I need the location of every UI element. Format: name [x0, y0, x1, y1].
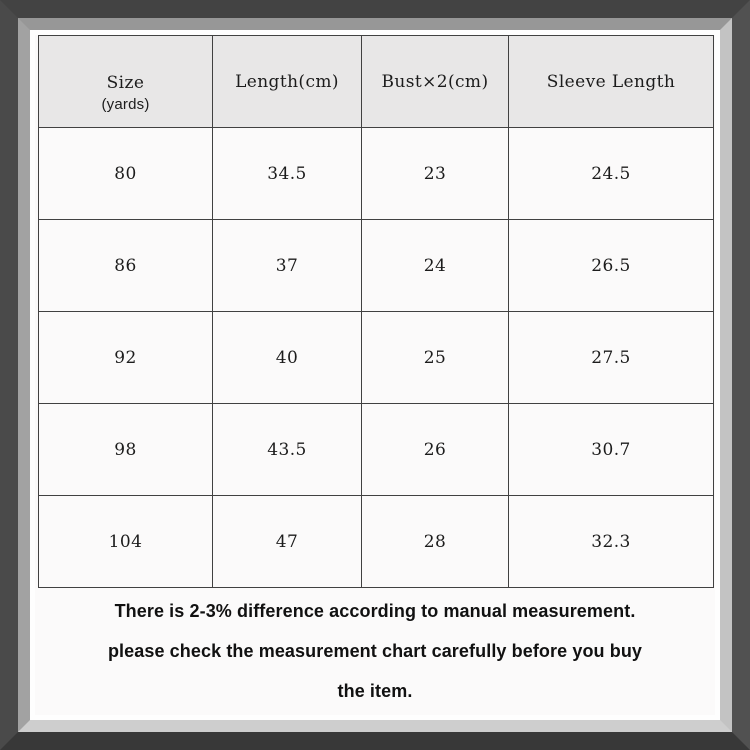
column-header-size-line2: (yards) [101, 95, 150, 113]
picture-frame-band [18, 18, 732, 732]
cell-size: 104 [39, 496, 213, 588]
cell-sleeve: 32.3 [509, 496, 714, 588]
table-row-size-80 [39, 128, 714, 220]
cell-size: 80 [39, 128, 213, 220]
size-table-header [39, 36, 714, 128]
column-header-size [39, 36, 213, 128]
cell-sleeve: 24.5 [509, 128, 714, 220]
cell-sleeve: 26.5 [509, 220, 714, 312]
disclaimer-line-1: There is 2-3% difference according to manual measurement. [114, 601, 636, 621]
cell-length: 47 [213, 496, 362, 588]
cell-length: 43.5 [213, 404, 362, 496]
sheet [30, 30, 720, 720]
header-row [39, 36, 714, 128]
column-header-bust: Bust×2(cm) [362, 36, 509, 128]
table-row-size-92 [39, 312, 714, 404]
cell-size: 98 [39, 404, 213, 496]
disclaimer-line-3: the item. [337, 681, 413, 701]
size-table [38, 35, 714, 588]
disclaimer-line-2: please check the measurement chart carefully before you buy [107, 641, 643, 661]
cell-length: 34.5 [213, 128, 362, 220]
table-row-size-104 [39, 496, 714, 588]
table-row-size-86 [39, 220, 714, 312]
cell-sleeve: 30.7 [509, 404, 714, 496]
column-header-size-line1: Size [106, 72, 145, 93]
column-header-length: Length(cm) [213, 36, 362, 128]
cell-length: 37 [213, 220, 362, 312]
table-row-size-98 [39, 404, 714, 496]
column-header-sleeve-length: Sleeve Length [509, 36, 714, 128]
cell-bust: 24 [362, 220, 509, 312]
cell-bust: 28 [362, 496, 509, 588]
cell-sleeve: 27.5 [509, 312, 714, 404]
cell-bust: 26 [362, 404, 509, 496]
cell-size: 92 [39, 312, 213, 404]
cell-bust: 23 [362, 128, 509, 220]
size-table-body [39, 128, 714, 588]
cell-bust: 25 [362, 312, 509, 404]
cell-length: 40 [213, 312, 362, 404]
cell-size: 86 [39, 220, 213, 312]
measurement-disclaimer [35, 591, 715, 711]
column-header-size-text [39, 72, 212, 116]
